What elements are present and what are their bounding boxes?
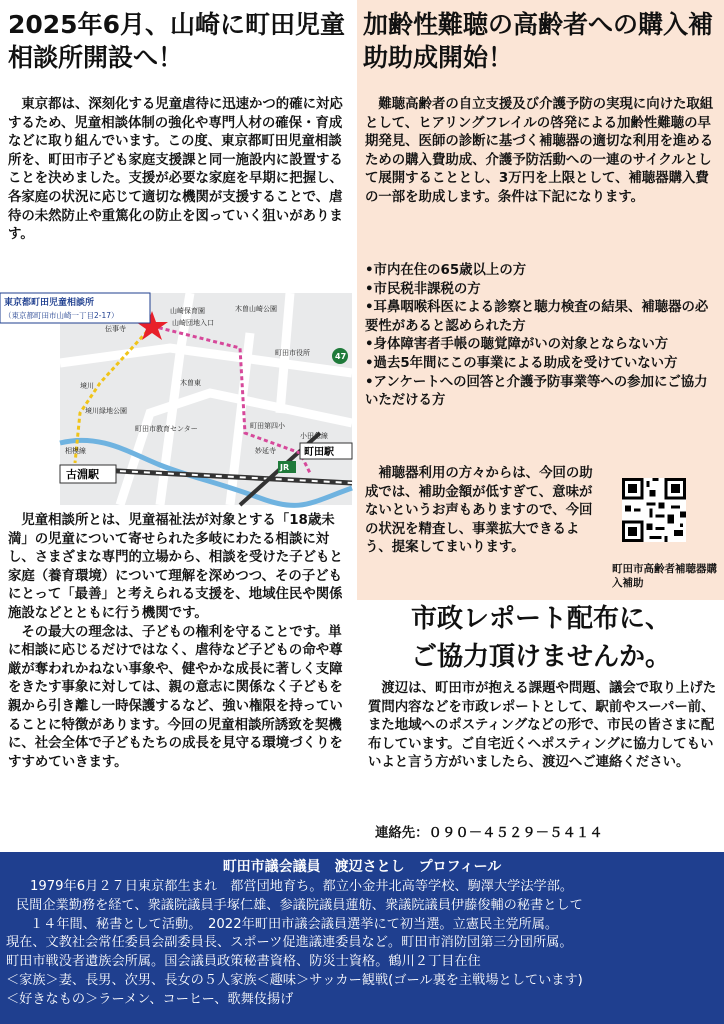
headline-child-center: 2025年6月、山崎に町田児童相談所開設へ！ xyxy=(8,10,345,72)
profile-line: 民間企業勤務を経て、衆議院議員手塚仁雄、参議院議員蓮舫、衆議院議員伊藤俊輔の秘書として xyxy=(16,897,583,913)
access-map xyxy=(4,293,352,505)
contact-phone[interactable]: 連絡先：０９０－４５２９－５４１４ xyxy=(375,826,603,841)
child-center-definition: 児童相談所とは、児童福祉法が対象とする「18歳未満」の児童について寄せられた多岐にわたる相談に対し、さまざまな専門的立場から、相談を受けた子どもと家庭（養育環境）について理解を深めつつ、その子どもにとって「最善」と考えられる支援を、地域住民や関係施設などとともに行う機関です。 xyxy=(8,513,343,621)
label-myogenji: 妙延寺 xyxy=(255,447,276,455)
headline-hearing-aid: 加齢性難聴の高齢者への購入補助助成開始！ xyxy=(363,10,714,72)
hearing-aid-user-voices: 補聴器利用の方々からは、今回の助成では、補助金額が低すぎて、意味がないというお声もありますので、今回の状況を精査し、事業拡大できるよう、提案してまいります。 xyxy=(365,466,593,556)
condition-item: •身体障害者手帳の聴覚障がいの対象とならない方 xyxy=(365,337,669,353)
profile-line: １４年間、秘書として活動。 2022年町田市議会議員選挙にて初当選。立憲民主党所属。 xyxy=(30,916,559,932)
profile-line: 1979年6月２７日東京都生まれ 都営団地育ち。都立小金井北高等学校、駒澤大学法学部。 xyxy=(30,879,574,894)
report-headline-line-2: ご協力頂けませんか。 xyxy=(410,642,671,672)
label-machida-station: 町田駅 xyxy=(304,447,334,458)
label-sakai-kawa: 境川 xyxy=(80,382,94,390)
label-densha: 伝事寺 xyxy=(105,325,126,333)
label-jr: JR xyxy=(280,463,290,472)
label-machida-office: 町田市役所 xyxy=(275,349,310,357)
profile-line: ＜家族＞妻、長男、次男、長女の５人家族＜趣味＞サッカー観戦(ゴール裏を主戦場としています) xyxy=(6,972,583,988)
label-kobuchi: 古淵駅 xyxy=(66,468,99,481)
child-center-detail xyxy=(8,512,350,772)
label-route47: 47 xyxy=(335,352,347,361)
condition-item: •市内在住の65歳以上の方 xyxy=(365,263,527,278)
profile-line: 現在、文教社会常任委員会副委員長、スポーツ促進議連委員など。町田市消防団第三分団所属。 xyxy=(6,935,573,951)
report-headline-line-1: 市政レポート配布に、 xyxy=(410,604,671,634)
profile-footer xyxy=(0,852,724,1024)
label-kizoku-east: 木曽東 xyxy=(180,379,201,387)
condition-item: •アンケートへの回答と介護予防事業等への参加にご協力いただける方 xyxy=(365,374,708,409)
label-machida-4: 町田第四小 xyxy=(250,422,285,430)
label-education-center: 町田市教育センター xyxy=(135,425,198,433)
profile-lines xyxy=(0,878,724,1010)
map-title: 東京都町田児童相談所 xyxy=(4,298,95,308)
profile-line: 町田市戦没者遺族会所属。国会議員政策秘書資格、防災士資格。鶴川２丁目在住 xyxy=(6,954,481,970)
condition-item: •過去5年間にこの事業による助成を受けていない方 xyxy=(365,355,678,371)
profile-line: ＜好きなもの＞ラーメン、コーヒー、歌舞伎揚げ xyxy=(6,991,294,1007)
child-center-philosophy: その最大の理念は、子どもの権利を守ることです。単に相談に応じるだけではなく、虐待など子どもの命や尊厳が奪われかねない事象や、健やかな成長に著しく支障をきたす事象に対しては、親の意志に関係なく子どもを親から引き離し一時保護するなど、強い権限を持っていることに特徴があります。今回の児童相談所誘致を契機に、社会全体で子どもたちの成長を見守る環境づくりをすすめていきます。 xyxy=(8,624,343,770)
hearing-aid-conditions xyxy=(365,262,717,411)
child-center-intro: 東京都は、深刻化する児童虐待に迅速かつ的確に対応するため、児童相談体制の強化や専門人材の確保・育成などに取り組んでいます。この度、東京都町田児童相談所を、町田市子ども家庭支援課と同一施設内に設置することを決めました。支援が必要な家庭を早期に把握し、各家庭の状況に応じて適切な機関が支援することで、虐待の未然防止や重篤化の防止を図っていく狙いがあります。 xyxy=(8,97,343,243)
condition-item: •市民税非課税の方 xyxy=(365,281,481,297)
label-sakaigawa-park: 境川緑地公園 xyxy=(85,407,127,415)
report-headline xyxy=(366,600,716,676)
qr-code-icon[interactable] xyxy=(622,478,686,542)
report-body: 渡辺は、町田市が抱える課題や問題、議会で取り上げた質問内容などを市政レポートとして、駅前やスーパー前、また地域へのポスティングなどの形で、市民の皆さまに配布しています。ご自宅近くへポスティングに協力してもいいよと言う方がいましたら、渡辺へご連絡ください。 xyxy=(368,681,717,771)
map-address: （東京都町田市山崎一丁目2-17） xyxy=(4,311,119,320)
qr-caption: 町田市高齢者補聴器購入補助 xyxy=(612,563,717,589)
hearing-aid-intro: 難聴高齢者の自立支援及び介護予防の実現に向けた取組として、ヒアリングフレイルの啓発による加齢性難聴の早期発見、医師の診断に基づく補聴器の適切な利用を進めるための購入費助成、介護予防活動への一連のサイクルとして展開することとし、3万円を上限として、補聴器購入費の一部を助成します。条件は下記になります。 xyxy=(365,97,714,205)
profile-title: 町田市議会議員 渡辺さとし プロフィール xyxy=(222,859,502,875)
label-sagami: 相模線 xyxy=(65,447,86,455)
label-odakyu: 小田急線 xyxy=(300,432,328,440)
label-kizoku: 木曽山崎公園 xyxy=(235,305,277,313)
label-yamazaki-nursery: 山崎保育園 xyxy=(170,307,205,315)
label-yamazaki-housing: 山崎団地入口 xyxy=(172,319,214,327)
condition-item: •耳鼻咽喉科医による診察と聴力検査の結果、補聴器の必要性があると認められた方 xyxy=(365,300,709,334)
